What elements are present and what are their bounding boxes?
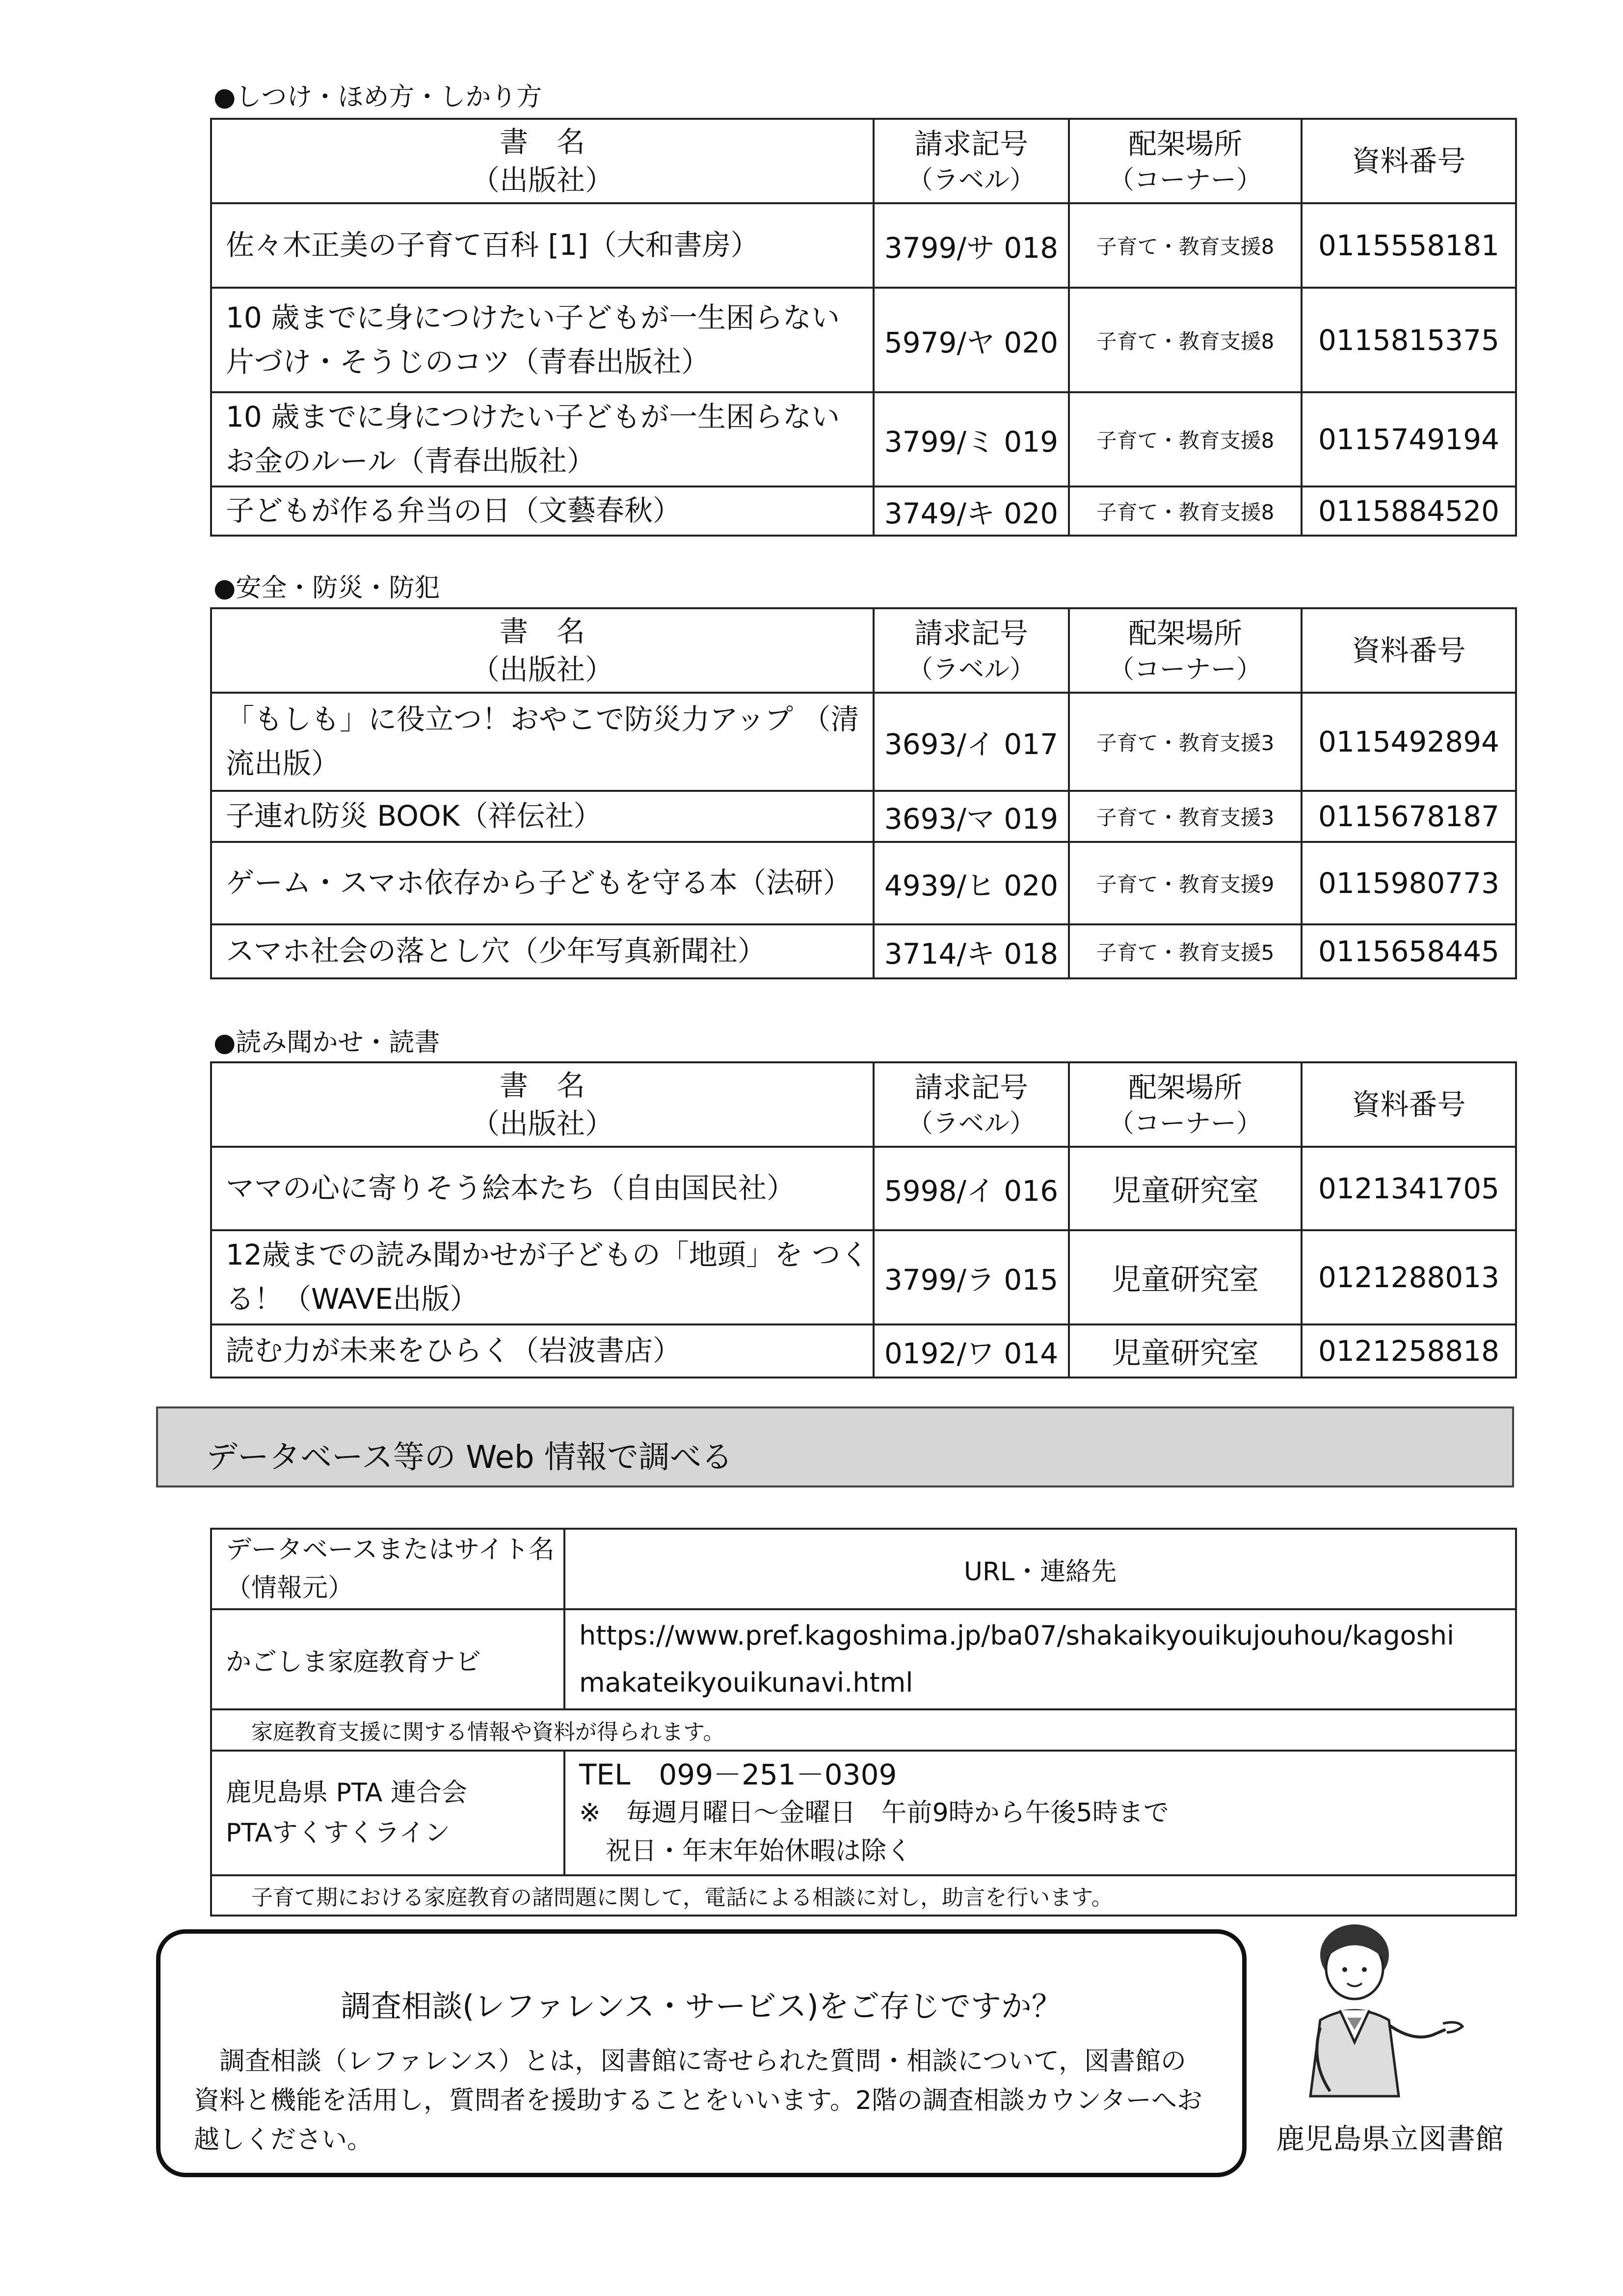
contact-details: TEL 099－251－0309 ※ 毎週月曜日～金曜日 午前9時から午後5時まで 祝日・年末年始休暇は除く	[564, 1751, 1516, 1875]
book-table-discipline	[210, 118, 1517, 537]
web-table-header	[211, 1529, 1516, 1609]
section-heading-safety: ●安全・防災・防犯	[213, 573, 440, 603]
item-number: 0121258818	[1302, 1324, 1516, 1378]
call-number: 3749/キ 020	[874, 486, 1069, 536]
table-header-row	[211, 608, 1516, 693]
header-location: 配架場所 （コーナー）	[1069, 1062, 1302, 1147]
book-title: 「もしも」に役立つ！おやこで防災力アップ （清流出版）	[211, 693, 874, 791]
header-location: 配架場所 （コーナー）	[1069, 119, 1302, 203]
call-number: 5998/イ 016	[874, 1147, 1069, 1230]
book-title: 10 歳までに身につけたい子どもが一生困らない お金のルール（青春出版社）	[211, 392, 874, 486]
table-row	[211, 1875, 1516, 1916]
book-title: 10 歳までに身につけたい子どもが一生困らない 片づけ・そうじのコツ（青春出版社）	[211, 288, 874, 392]
table-row	[211, 1709, 1516, 1751]
book-title: スマホ社会の落とし穴（少年写真新聞社）	[211, 924, 874, 978]
table-row	[211, 1147, 1516, 1230]
call-number: 3799/ミ 019	[874, 392, 1069, 486]
shelf-location: 子育て・教育支援5	[1069, 924, 1302, 978]
table-header-row	[211, 119, 1516, 203]
book-title: ゲーム・スマホ依存から子どもを守る本（法研）	[211, 842, 874, 924]
table-row	[211, 203, 1516, 288]
header-item-number: 資料番号	[1302, 119, 1516, 203]
item-number: 0115884520	[1302, 486, 1516, 536]
book-table-safety	[210, 607, 1517, 979]
library-name: 鹿児島県立図書館	[1276, 2122, 1504, 2156]
table-row	[211, 924, 1516, 978]
table-header-row	[211, 1062, 1516, 1147]
reference-box-title: 調査相談(レファレンス・サービス)をご存じですか？	[341, 1988, 1062, 2024]
book-title: 12歳までの読み聞かせが子どもの「地頭」を つくる！（WAVE出版）	[211, 1230, 874, 1324]
table-row	[211, 842, 1516, 924]
call-number: 3693/マ 019	[874, 791, 1069, 842]
table-row	[211, 1230, 1516, 1324]
header-call-number: 請求記号 （ラベル）	[874, 608, 1069, 693]
item-number: 0115558181	[1302, 203, 1516, 288]
shelf-location: 子育て・教育支援8	[1069, 288, 1302, 392]
site-note: 家庭教育支援に関する情報や資料が得られます。	[211, 1709, 1516, 1751]
table-row	[211, 288, 1516, 392]
shelf-location: 児童研究室	[1069, 1230, 1302, 1324]
reference-box-body: 調査相談（レファレンス）とは，図書館に寄せられた質問・相談について，図書館の資料と機能を活用し，質問者を援助することをいいます。2階の調査相談カウンターへお越しください。	[194, 2047, 1202, 2155]
book-title: 子どもが作る弁当の日（文藝春秋）	[211, 486, 874, 536]
table-row	[211, 693, 1516, 791]
call-number: 5979/ヤ 020	[874, 288, 1069, 392]
item-number: 0115492894	[1302, 693, 1516, 791]
item-number: 0115678187	[1302, 791, 1516, 842]
shelf-location: 児童研究室	[1069, 1147, 1302, 1230]
librarian-illustration	[1256, 1915, 1472, 2101]
shelf-location: 子育て・教育支援9	[1069, 842, 1302, 924]
section-heading-discipline: ●しつけ・ほめ方・しかり方	[213, 82, 542, 112]
shelf-location: 子育て・教育支援3	[1069, 791, 1302, 842]
header-title: 書 名 （出版社）	[211, 1062, 874, 1147]
header-title: 書 名 （出版社）	[211, 119, 874, 203]
table-row	[211, 1751, 1516, 1875]
item-number: 0121341705	[1302, 1147, 1516, 1230]
web-section-banner	[156, 1406, 1514, 1487]
call-number: 0192/ワ 014	[874, 1324, 1069, 1378]
header-location: 配架場所 （コーナー）	[1069, 608, 1302, 693]
book-title: 佐々木正美の子育て百科 [1]（大和書房）	[211, 203, 874, 288]
header-item-number: 資料番号	[1302, 608, 1516, 693]
table-row	[211, 791, 1516, 842]
site-name: 鹿児島県 PTA 連合会 PTAすくすくライン	[211, 1751, 564, 1875]
call-number: 3799/ラ 015	[874, 1230, 1069, 1324]
item-number: 0115749194	[1302, 392, 1516, 486]
contact-note: 子育て期における家庭教育の諸問題に関して，電話による相談に対し，助言を行います。	[211, 1875, 1516, 1916]
table-row	[211, 392, 1516, 486]
item-number: 0115980773	[1302, 842, 1516, 924]
header-site-name: データベースまたはサイト名 （情報元）	[211, 1529, 564, 1609]
call-number: 3714/キ 018	[874, 924, 1069, 978]
web-resources-table	[210, 1528, 1517, 1917]
book-title: 子連れ防災 BOOK（祥伝社）	[211, 791, 874, 842]
shelf-location: 子育て・教育支援8	[1069, 486, 1302, 536]
site-url[interactable]: https://www.pref.kagoshima.jp/ba07/shakaikyouikujouhou/kagoshi makateikyouikunavi.html	[564, 1609, 1516, 1709]
table-row	[211, 1609, 1516, 1709]
header-title: 書 名 （出版社）	[211, 608, 874, 693]
table-row	[211, 1324, 1516, 1378]
site-name: かごしま家庭教育ナビ	[211, 1609, 564, 1709]
book-table-reading	[210, 1061, 1517, 1378]
item-number: 0115658445	[1302, 924, 1516, 978]
header-call-number: 請求記号 （ラベル）	[874, 119, 1069, 203]
section-heading-reading: ●読み聞かせ・読書	[213, 1028, 440, 1057]
header-url-contact: URL・連絡先	[564, 1529, 1516, 1609]
call-number: 3799/サ 018	[874, 203, 1069, 288]
book-title: 読む力が未来をひらく（岩波書店）	[211, 1324, 874, 1378]
web-section-title: データベース等の Web 情報で調べる	[206, 1439, 733, 1476]
book-title: ママの心に寄りそう絵本たち（自由国民社）	[211, 1147, 874, 1230]
call-number: 4939/ヒ 020	[874, 842, 1069, 924]
shelf-location: 子育て・教育支援8	[1069, 392, 1302, 486]
header-call-number: 請求記号 （ラベル）	[874, 1062, 1069, 1147]
shelf-location: 子育て・教育支援3	[1069, 693, 1302, 791]
shelf-location: 児童研究室	[1069, 1324, 1302, 1378]
shelf-location: 子育て・教育支援8	[1069, 203, 1302, 288]
table-row	[211, 486, 1516, 536]
call-number: 3693/イ 017	[874, 693, 1069, 791]
item-number: 0121288013	[1302, 1230, 1516, 1324]
header-item-number: 資料番号	[1302, 1062, 1516, 1147]
reference-service-box	[156, 1929, 1247, 2177]
item-number: 0115815375	[1302, 288, 1516, 392]
